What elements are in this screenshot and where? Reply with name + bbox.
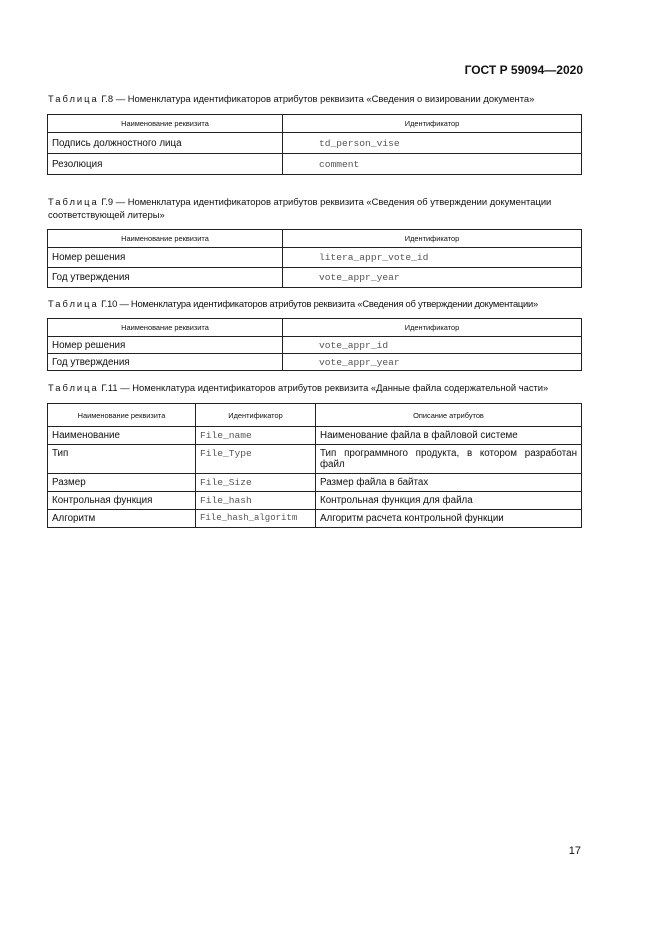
table-header: Наименование реквизита [48, 319, 283, 337]
table-row: Год утверждения vote_appr_year [48, 354, 582, 371]
table-row: Наименование File_name Наименование файла в файловой системе [48, 427, 582, 445]
table-row: Контрольная функция File_hash Контрольная функция для файла [48, 492, 582, 510]
table-caption-g11: Таблица Г.11 — Номенклатура идентификаторов атрибутов реквизита «Данные файла содержательной части» [48, 382, 549, 393]
table-header: Описание атрибутов [316, 404, 582, 427]
table-g9 [47, 229, 582, 288]
table-header: Наименование реквизита [48, 230, 283, 248]
table-header: Идентификатор [196, 404, 316, 427]
table-row: Алгоритм File_hash_algoritm Алгоритм расчета контрольной функции [48, 510, 582, 528]
table-header: Идентификатор [283, 115, 582, 133]
table-caption-g10: Таблица Г.10 — Номенклатура идентификаторов атрибутов реквизита «Сведения об утверждении документации» [48, 298, 538, 309]
table-header: Идентификатор [283, 319, 582, 337]
document-header: ГОСТ Р 59094—2020 [464, 63, 583, 77]
table-row: Номер решения vote_appr_id [48, 337, 582, 354]
table-header: Наименование реквизита [48, 115, 283, 133]
table-row: Подпись должностного лица td_person_vise [48, 133, 582, 154]
table-row: Год утверждения vote_appr_year [48, 268, 582, 288]
table-g10 [47, 318, 582, 371]
table-row: Тип File_Type Тип программного продукта, в котором разработан файл [48, 445, 582, 474]
table-row: Размер File_Size Размер файла в байтах [48, 474, 582, 492]
table-header: Идентификатор [283, 230, 582, 248]
table-g11 [47, 403, 582, 528]
table-header: Наименование реквизита [48, 404, 196, 427]
table-g8 [47, 114, 582, 175]
page-number: 17 [568, 845, 581, 857]
table-caption-g8: Таблица Г.8 — Номенклатура идентификаторов атрибутов реквизита «Сведения о визировании документа» [48, 93, 535, 104]
table-row: Номер решения litera_appr_vote_id [48, 248, 582, 268]
table-caption-g9: Таблица Г.9 — Номенклатура идентификаторов атрибутов реквизита «Сведения об утверждении документации соответствующей литеры» [48, 196, 552, 220]
table-row: Резолюция comment [48, 154, 582, 175]
